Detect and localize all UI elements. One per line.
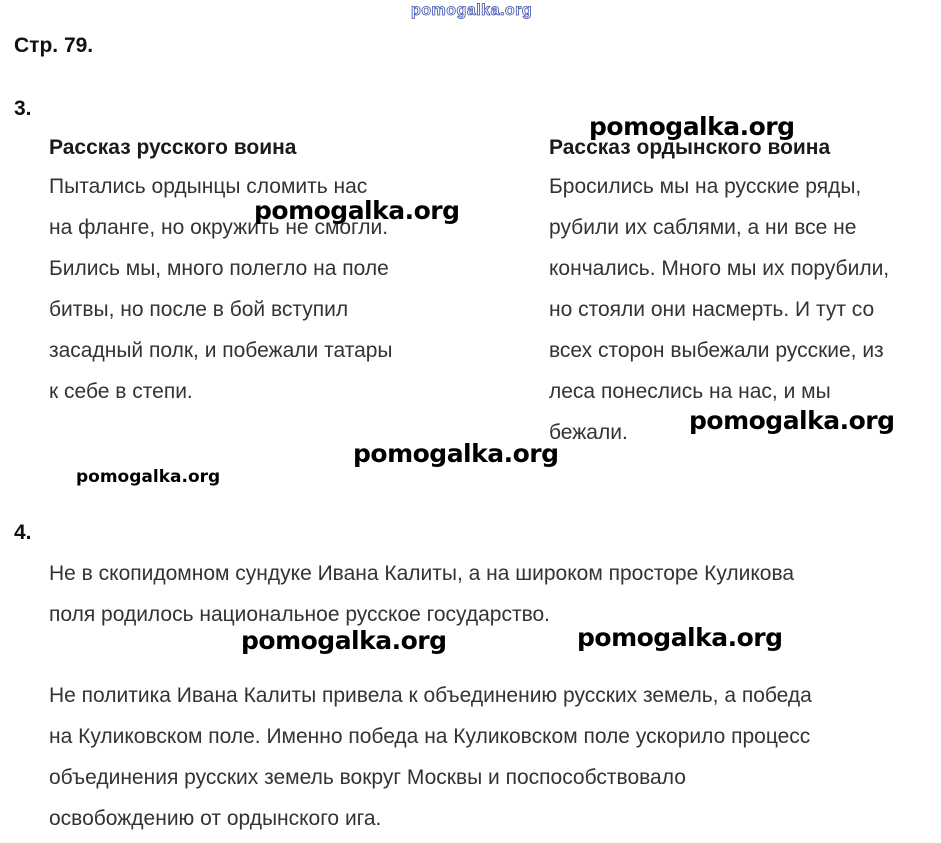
text-line: всех сторон выбежали русские, из <box>549 339 884 362</box>
watermark: pomogalka.org <box>254 196 460 225</box>
watermark: pomogalka.org <box>241 626 447 655</box>
text-line: освобождению от ордынского ига. <box>49 807 382 830</box>
text-line: поля родилось национальное русское государство. <box>49 603 551 626</box>
watermark: pomogalka.org <box>577 623 783 652</box>
right-column-heading: Рассказ ордынского воина <box>549 136 831 159</box>
task3-left-column <box>49 136 393 412</box>
task4-paragraph-2 <box>49 675 812 839</box>
text-line: на Куликовском поле. Именно победа на Куликовском поле ускорило процесс <box>49 725 811 748</box>
text-line: леса понеслись на нас, и мы <box>549 380 831 403</box>
page-number: Стр. 79. <box>14 34 94 57</box>
left-column-heading: Рассказ русского воина <box>49 136 297 159</box>
text-line: объединения русских земель вокруг Москвы и поспособствовало <box>49 766 686 789</box>
text-line: кончались. Много мы их порубили, <box>549 257 890 280</box>
text-line: бежали. <box>549 421 628 444</box>
text-line: Бросились мы на русские ряды, <box>549 175 862 198</box>
text-line: Не политика Ивана Калиты привела к объединению русских земель, а победа <box>49 684 812 707</box>
text-line: битвы, но после в бой вступил <box>49 298 349 321</box>
watermark: pomogalka.org <box>76 467 221 487</box>
watermark: pomogalka.org <box>689 406 895 435</box>
text-line: к себе в степи. <box>49 380 193 403</box>
text-line: но стояли они насмерть. И тут со <box>549 298 875 321</box>
text-line: рубили их саблями, а ни все не <box>549 216 857 239</box>
text-line: Пытались ордынцы сломить нас <box>49 175 368 198</box>
text-line: Не в скопидомном сундуке Ивана Калиты, а на широком просторе Куликова <box>49 562 795 585</box>
watermark-top: pomogalka.org <box>411 2 533 19</box>
task4-number: 4. <box>14 521 32 544</box>
watermark: pomogalka.org <box>353 439 559 468</box>
text-line: Бились мы, много полегло на поле <box>49 257 389 280</box>
text-line: на фланге, но окружить не смогли. <box>49 216 389 239</box>
task3-number: 3. <box>14 97 32 120</box>
watermark: pomogalka.org <box>589 112 795 141</box>
text-line: засадный полк, и побежали татары <box>49 339 393 362</box>
